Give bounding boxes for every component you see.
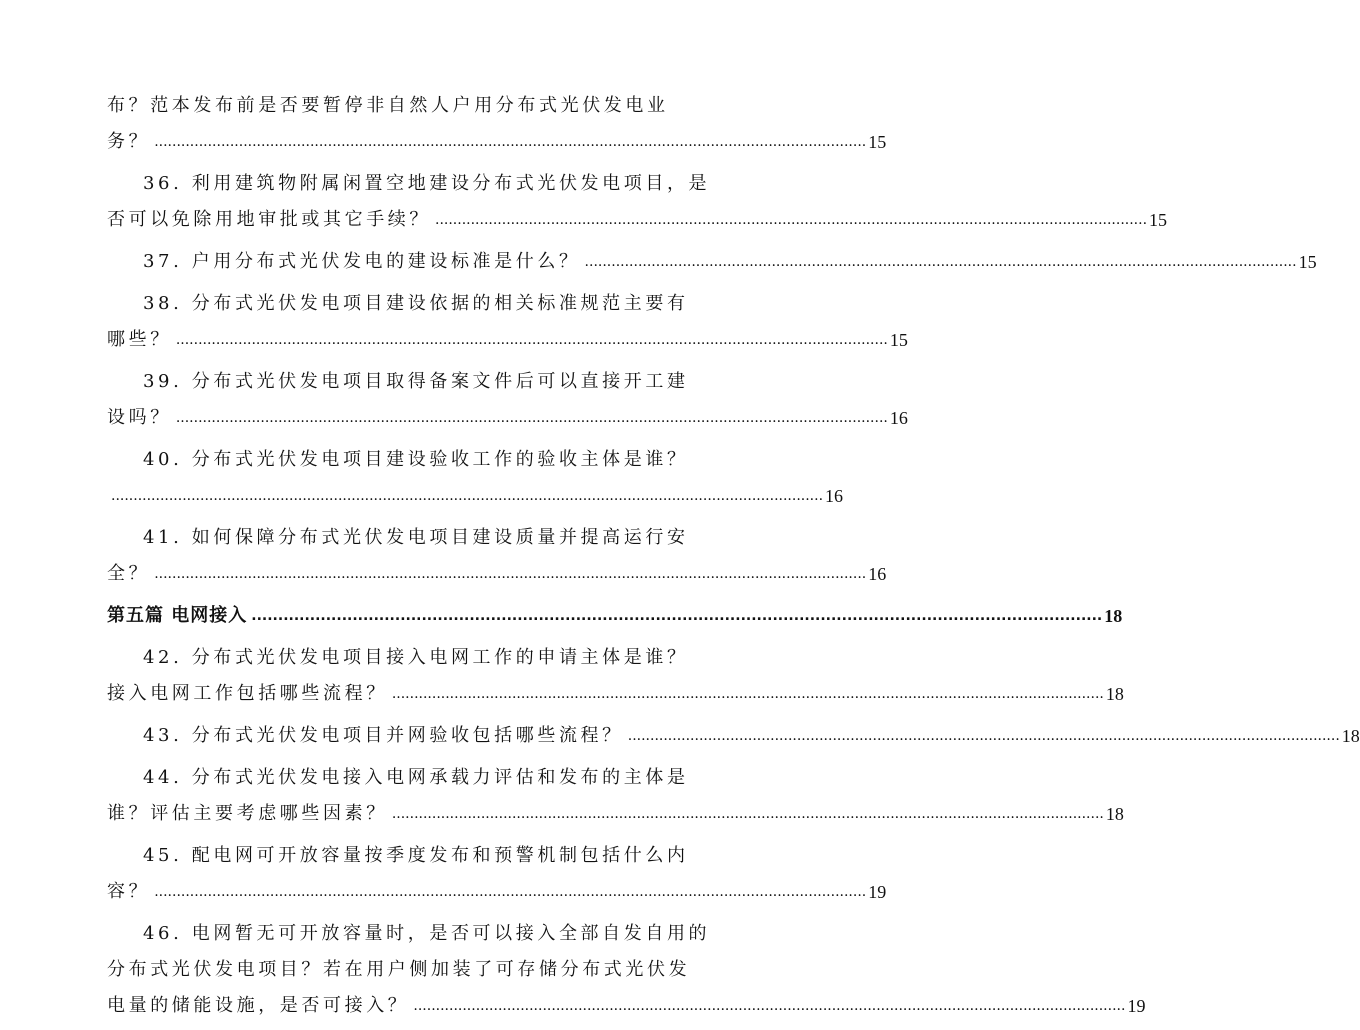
toc-entry-line	[107, 166, 711, 202]
toc-entry-text: 务？	[107, 131, 151, 152]
toc-page-number: 19	[1127, 996, 1146, 1016]
toc-entry[interactable]	[107, 244, 1317, 280]
toc-entry-line	[107, 838, 689, 874]
dot-leader	[388, 676, 1106, 712]
dot-leader	[409, 988, 1127, 1024]
dot-leader	[388, 796, 1106, 832]
toc-section-heading[interactable]	[107, 598, 1123, 634]
dot-leader	[581, 244, 1299, 280]
toc-entry[interactable]	[107, 838, 887, 910]
toc-entry-text: 46. 电网暂无可开放容量时，是否可以接入全部自发自用的	[143, 923, 711, 944]
toc-entry-line	[107, 874, 887, 910]
toc-entry-line	[107, 364, 689, 400]
toc-page-number: 16	[868, 564, 887, 584]
toc-entry-text: 37. 户用分布式光伏发电的建设标准是什么？	[143, 251, 581, 272]
toc-entry-text: 否可以免除用地审批或其它手续？	[107, 209, 431, 230]
toc-entry-text: 哪些？	[107, 329, 172, 350]
toc-page-number: 18	[1104, 606, 1123, 626]
toc-page-number: 19	[868, 882, 887, 902]
dot-leader	[150, 124, 868, 160]
toc-entry-line	[107, 640, 689, 676]
toc-entry-text: 分布式光伏发电项目？若在用户侧加装了可存储分布式光伏发	[107, 959, 691, 980]
toc-entry-line	[107, 286, 689, 322]
toc-page-number: 18	[1341, 726, 1360, 746]
toc-entry[interactable]	[107, 88, 887, 160]
toc-entry[interactable]	[107, 286, 908, 358]
toc-entry-text: 设吗？	[107, 407, 172, 428]
dot-leader	[107, 478, 825, 514]
toc-entry-text: 36. 利用建筑物附属闲置空地建设分布式光伏发电项目，是	[143, 173, 711, 194]
dot-leader	[150, 874, 868, 910]
toc-entry-line	[107, 598, 1123, 634]
toc-page-number: 18	[1105, 804, 1124, 824]
toc-entry[interactable]	[107, 718, 1360, 754]
toc-page-number: 16	[825, 486, 844, 506]
toc-entry-text: 45. 配电网可开放容量按季度发布和预警机制包括什么内	[143, 845, 689, 866]
dot-leader	[150, 556, 868, 592]
toc-entry-text: 41. 如何保障分布式光伏发电项目建设质量并提高运行安	[143, 527, 689, 548]
toc-page-number: 18	[1105, 684, 1124, 704]
dot-leader	[624, 718, 1342, 754]
toc-page-number: 15	[868, 132, 887, 152]
toc-entry-line	[107, 988, 1146, 1024]
dot-leader	[431, 202, 1149, 238]
toc-entry-line	[107, 322, 908, 358]
toc-entry-line	[107, 244, 1317, 280]
toc-entry-text: 44. 分布式光伏发电接入电网承载力评估和发布的主体是	[143, 767, 689, 788]
table-of-contents	[107, 88, 1360, 1030]
toc-entry-line	[107, 916, 711, 952]
toc-entry[interactable]	[107, 166, 1168, 238]
toc-entry[interactable]	[107, 760, 1124, 832]
toc-entry-line	[107, 952, 691, 988]
toc-entry-line	[107, 556, 887, 592]
dot-leader	[172, 322, 890, 358]
toc-entry[interactable]	[107, 364, 908, 436]
toc-page-number: 15	[1298, 252, 1317, 272]
dot-leader	[247, 598, 1104, 634]
toc-entry[interactable]	[107, 520, 887, 592]
toc-entry-text: 40. 分布式光伏发电项目建设验收工作的验收主体是谁？	[143, 449, 689, 470]
toc-entry-line	[107, 400, 908, 436]
dot-leader	[172, 400, 890, 436]
toc-entry-line	[107, 718, 1360, 754]
toc-entry-text: 第五篇 电网接入	[107, 605, 248, 626]
toc-page-number: 15	[889, 330, 908, 350]
toc-entry[interactable]	[107, 442, 844, 514]
toc-entry-line	[107, 760, 689, 796]
toc-entry-text: 38. 分布式光伏发电项目建设依据的相关标准规范主要有	[143, 293, 689, 314]
toc-entry-line	[107, 124, 887, 160]
toc-entry[interactable]	[107, 916, 1146, 1024]
toc-entry[interactable]	[107, 640, 1124, 712]
toc-entry-line	[107, 442, 689, 478]
toc-page-number: 15	[1149, 210, 1168, 230]
toc-entry-text: 谁？评估主要考虑哪些因素？	[107, 803, 388, 824]
toc-entry-text: 电量的储能设施，是否可接入？	[107, 995, 410, 1016]
toc-entry-text: 39. 分布式光伏发电项目取得备案文件后可以直接开工建	[143, 371, 689, 392]
toc-entry-line	[107, 202, 1168, 238]
toc-entry-text: 全？	[107, 563, 151, 584]
toc-entry-text: 接入电网工作包括哪些流程？	[107, 683, 388, 704]
toc-page-number: 16	[889, 408, 908, 428]
toc-entry-text: 43. 分布式光伏发电项目并网验收包括哪些流程？	[143, 725, 624, 746]
toc-entry-line	[107, 520, 689, 556]
toc-entry-text: 容？	[107, 881, 151, 902]
toc-entry-text: 42. 分布式光伏发电项目接入电网工作的申请主体是谁？	[143, 647, 689, 668]
toc-entry-text: 布？范本发布前是否要暂停非自然人户用分布式光伏发电业	[107, 95, 669, 116]
toc-entry-line	[107, 88, 669, 124]
toc-entry-line	[107, 796, 1124, 832]
toc-entry-line	[107, 478, 844, 514]
toc-entry-line	[107, 676, 1124, 712]
